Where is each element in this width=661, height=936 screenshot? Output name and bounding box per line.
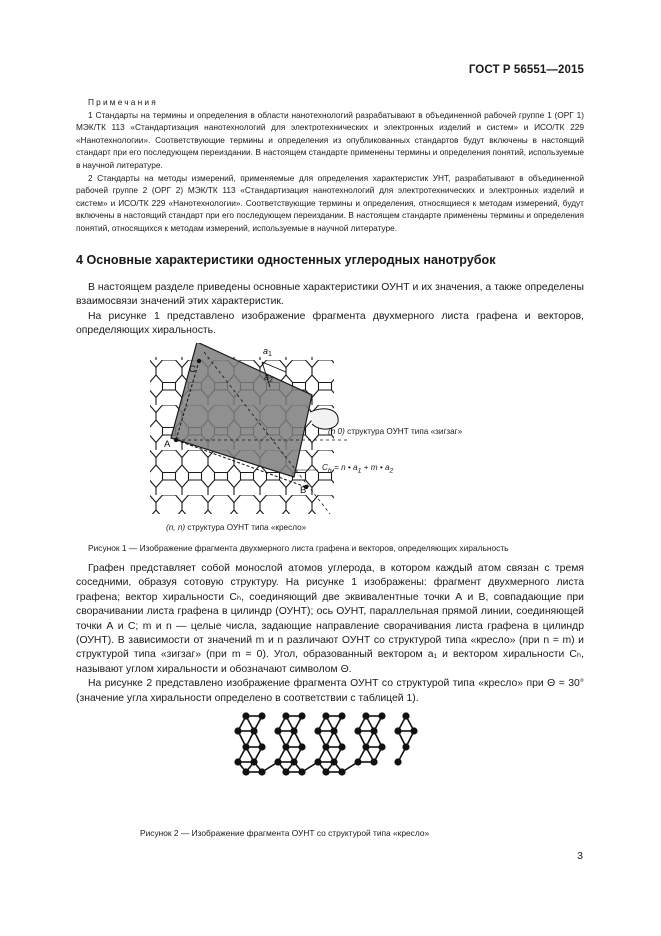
note-2: 2 Стандарты на методы измерений, применяемые для определения характеристик УНТ, разрабатывают в объединенной рабочей группе 2 (ОРГ 2) МЭК/ТК 113 «Стандартизация нанотехнологий для электротехнических и электронных изделий и систем» и ИСО/ТК 229 «Нанотехнологии». Соответствующие термины и определения, относящиеся к методам измерений, будут включены в настоящий стандарт при его последующем переиздании. В настоящем стандарте применены термины и определения понятий, относящихся к методам измерений, используемые в научной литературе. bbox=[76, 172, 584, 233]
cnt-atom bbox=[330, 727, 337, 734]
point-a-marker bbox=[174, 438, 178, 442]
point-a-label: A bbox=[164, 439, 171, 450]
a1-label: $a_1$ bbox=[263, 346, 272, 358]
armchair-cnt-figure bbox=[232, 706, 422, 778]
cnt-atom bbox=[258, 743, 265, 750]
cnt-atom bbox=[290, 758, 297, 765]
cnt-atom bbox=[242, 768, 249, 775]
cnt-atom bbox=[250, 727, 257, 734]
cnt-atom bbox=[402, 712, 409, 719]
cnt-atom bbox=[298, 768, 305, 775]
cnt-atom bbox=[282, 768, 289, 775]
cnt-atom bbox=[354, 758, 361, 765]
cnt-atom bbox=[378, 712, 385, 719]
a2-label: $a_2$ bbox=[264, 372, 273, 384]
cnt-atom bbox=[330, 758, 337, 765]
cnt-atom bbox=[338, 712, 345, 719]
figure2-caption: Рисунок 2 — Изображение фрагмента ОУНТ со структурой типа «кресло» bbox=[140, 828, 430, 838]
cnt-atom bbox=[370, 758, 377, 765]
notes-block bbox=[76, 96, 584, 235]
cnt-atom bbox=[410, 727, 417, 734]
point-c-label: C bbox=[189, 364, 196, 375]
figure2-intro-paragraph: На рисунке 2 представлено изображение фрагмента ОУНТ со структурой типа «кресло» при Θ = 30° (значение угла хиральности определено в соответствии с таблицей 1). bbox=[76, 678, 584, 704]
cnt-atom bbox=[290, 727, 297, 734]
cnt-atom bbox=[322, 712, 329, 719]
cnt-atom bbox=[274, 727, 281, 734]
cnt-atom bbox=[370, 727, 377, 734]
cnt-atom bbox=[322, 768, 329, 775]
zigzag-label: (n 0) структура ОУНТ типа «зигзаг» bbox=[328, 427, 463, 436]
cnt-atom bbox=[250, 758, 257, 765]
cnt-atom bbox=[402, 743, 409, 750]
intro-paragraph-1: В настоящем разделе приведены основные характеристики ОУНТ и их значения, а также определены взаимосвязи значений этих характеристик. bbox=[76, 282, 584, 308]
intro-paragraph-2: На рисунке 1 представлено изображение фрагмента двухмерного листа графена и векторов, определяющих хиральность. bbox=[76, 310, 584, 337]
cnt-atom bbox=[314, 758, 321, 765]
cnt-atom bbox=[242, 712, 249, 719]
cnt-atom bbox=[258, 712, 265, 719]
page-number: 3 bbox=[577, 850, 583, 862]
cnt-atom bbox=[314, 727, 321, 734]
notes-heading: Примечания bbox=[88, 97, 158, 107]
cnt-atom bbox=[234, 758, 241, 765]
cnt-atom bbox=[338, 743, 345, 750]
graphene-paragraph: Графен представляет собой монослой атомов углерода, в котором каждый атом связан с тремя соседними, образуя сотовую структуру. На рисунке 1 изображены: фрагмент двухмерного листа графена; вектор хиральности Cₕ, соединяющий две эквивалентные точки А и В, совпадающие при сворачивании листа графена в цилиндр (ОУНТ); ось ОУНТ, параллельная прямой линии, соединяющей точки А и С; m и n — целые числа, задающие направление сворачивания листа графена в цилиндр (ОУНТ). В зависимости от значений m и n различают ОУНТ со структурой типа «кресло» (при n = m) и структурой типа «зигзаг» (при m = 0). Угол, образованный вектором a₁ и вектором хиральности Cₕ, называют углом хиральности и обозначают символом Θ. bbox=[76, 563, 584, 675]
cnt-atom bbox=[298, 712, 305, 719]
cnt-atom bbox=[258, 768, 265, 775]
section-intro bbox=[76, 281, 584, 339]
cnt-atom bbox=[234, 727, 241, 734]
cnt-atom bbox=[362, 712, 369, 719]
section-title: 4 Основные характеристики одностенных углеродных нанотрубок bbox=[76, 253, 496, 267]
point-b-label: B bbox=[300, 485, 307, 496]
armchair-label: (n, n) структура ОУНТ типа «кресло» bbox=[166, 523, 307, 532]
cnt-atom bbox=[322, 743, 329, 750]
cnt-atom bbox=[338, 768, 345, 775]
cnt-atom bbox=[282, 712, 289, 719]
cnt-atom bbox=[394, 758, 401, 765]
cnt-atom bbox=[362, 743, 369, 750]
graphene-description bbox=[76, 562, 584, 706]
cnt-atom bbox=[274, 758, 281, 765]
standard-header: ГОСТ Р 56551—2015 bbox=[468, 64, 584, 76]
chirality-formula: $C_h = n$ • $a_1 + m$ • $a_2$ bbox=[322, 463, 394, 475]
cnt-atom bbox=[298, 743, 305, 750]
cnt-atom bbox=[394, 727, 401, 734]
figure1-caption: Рисунок 1 — Изображение фрагмента двухмерного листа графена и векторов, определяющих хиральность bbox=[88, 543, 509, 553]
cnt-atom bbox=[242, 743, 249, 750]
cnt-atom bbox=[282, 743, 289, 750]
cnt-atom bbox=[354, 727, 361, 734]
cnt-atom bbox=[378, 743, 385, 750]
note-1: 1 Стандарты на термины и определения в области нанотехнологий разрабатывают в объединенной рабочей группе 1 (ОРГ 1) МЭК/ТК 113 «Стандартизация нанотехнологий для электротехнических и электронных изделий и систем» и ИСО/ТК 229 «Нанотехнологии». Соответствующие термины и определения из опубликованных стандартов будут включены в настоящий стандарт при его последующем переиздании. В настоящем стандарте применены термины и определения понятий, используемые в научной литературе. bbox=[76, 109, 584, 170]
cnt-lattice bbox=[234, 712, 417, 775]
point-c-marker bbox=[197, 359, 201, 363]
